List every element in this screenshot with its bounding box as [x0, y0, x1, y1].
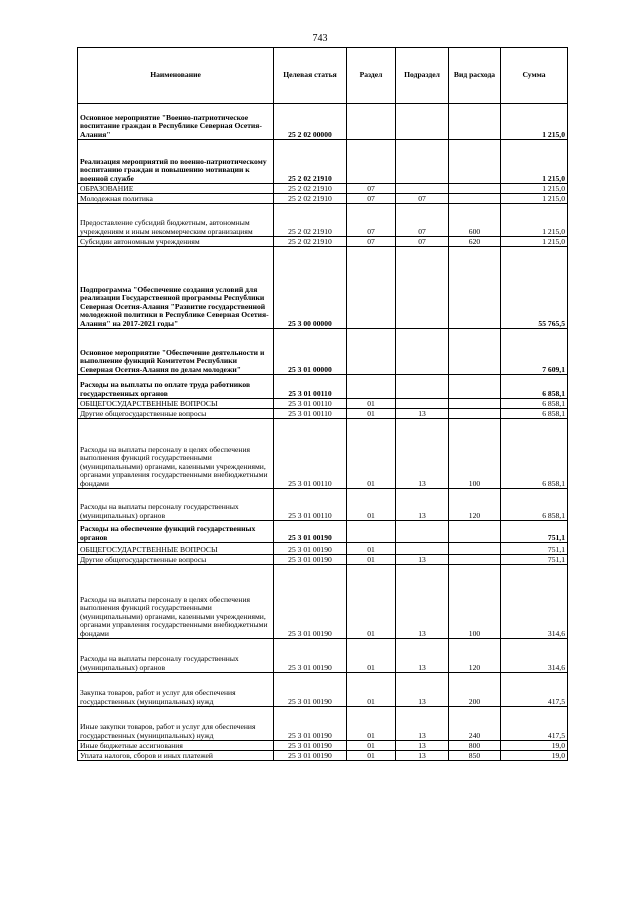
row-subsection: 07 — [396, 204, 449, 237]
row-amount: 1 215,0 — [501, 140, 568, 184]
row-name: Расходы на обеспечение функций государственных органов — [78, 521, 274, 543]
row-section: 01 — [347, 409, 396, 419]
row-amount: 751,1 — [501, 543, 568, 555]
row-subsection: 07 — [396, 237, 449, 247]
table-header — [78, 48, 568, 104]
row-target-code: 25 3 01 00110 — [274, 409, 347, 419]
table-row — [78, 237, 568, 247]
row-amount: 1 215,0 — [501, 104, 568, 140]
row-expense-type: 240 — [449, 707, 501, 741]
table-row — [78, 543, 568, 555]
row-subsection — [396, 140, 449, 184]
row-name: Расходы на выплаты персоналу государственных (муниципальных) органов — [78, 489, 274, 521]
table-row — [78, 375, 568, 399]
row-target-code: 25 3 01 00190 — [274, 673, 347, 707]
table-row — [78, 707, 568, 741]
row-name: Расходы на выплаты по оплате труда работников государственных органов — [78, 375, 274, 399]
row-name: Субсидии автономным учреждениям — [78, 237, 274, 247]
table-row — [78, 639, 568, 673]
row-expense-type — [449, 184, 501, 194]
row-name: Иные закупки товаров, работ и услуг для обеспечения государственных (муниципальных) нужд — [78, 707, 274, 741]
row-target-code: 25 2 02 21910 — [274, 204, 347, 237]
row-name: Другие общегосударственные вопросы — [78, 555, 274, 565]
row-name: Расходы на выплаты персоналу в целях обеспечения выполнения функций государственными (муниципальными) органами, казенными учреждениями, органами управления государственными внебюджетными фондами — [78, 565, 274, 639]
row-section: 07 — [347, 237, 396, 247]
row-name: ОБЩЕГОСУДАРСТВЕННЫЕ ВОПРОСЫ — [78, 543, 274, 555]
row-name: Предоставление субсидий бюджетным, автономным учреждениям и иным некоммерческим организациям — [78, 204, 274, 237]
row-name: Иные бюджетные ассигнования — [78, 741, 274, 751]
row-target-code: 25 2 02 21910 — [274, 184, 347, 194]
row-name: Другие общегосударственные вопросы — [78, 409, 274, 419]
table-row — [78, 409, 568, 419]
row-section: 01 — [347, 419, 396, 489]
row-section: 01 — [347, 751, 396, 761]
row-amount: 19,0 — [501, 741, 568, 751]
table-row — [78, 751, 568, 761]
row-subsection — [396, 104, 449, 140]
table-row — [78, 489, 568, 521]
row-target-code: 25 2 02 21910 — [274, 237, 347, 247]
row-subsection — [396, 521, 449, 543]
row-target-code: 25 3 01 00110 — [274, 419, 347, 489]
row-section: 07 — [347, 184, 396, 194]
row-target-code: 25 3 01 00190 — [274, 521, 347, 543]
row-target-code: 25 3 01 00190 — [274, 707, 347, 741]
row-section: 01 — [347, 707, 396, 741]
table-row — [78, 140, 568, 184]
row-subsection — [396, 184, 449, 194]
row-name: Реализация мероприятий по военно-патриотическому воспитанию граждан и повышению мотивации к военной службе — [78, 140, 274, 184]
row-name: Подпрограмма "Обеспечение создания условий для реализации Государственной программы Республики Северная Осетия-Алания "Развитие государственной молодежной политики в Республике Северная Осетия-Алания" на 2017-2021 годы" — [78, 247, 274, 329]
table-row — [78, 329, 568, 375]
row-section — [347, 140, 396, 184]
row-name: ОБЩЕГОСУДАРСТВЕННЫЕ ВОПРОСЫ — [78, 399, 274, 409]
row-section: 01 — [347, 673, 396, 707]
row-expense-type — [449, 140, 501, 184]
row-section: 01 — [347, 565, 396, 639]
row-expense-type — [449, 375, 501, 399]
row-target-code: 25 3 01 00190 — [274, 543, 347, 555]
row-amount: 314,6 — [501, 639, 568, 673]
row-section — [347, 521, 396, 543]
row-expense-type: 200 — [449, 673, 501, 707]
row-name: Расходы на выплаты персоналу государственных (муниципальных) органов — [78, 639, 274, 673]
row-subsection: 13 — [396, 751, 449, 761]
row-section: 07 — [347, 204, 396, 237]
col-header-section: Раздел — [347, 48, 396, 104]
row-subsection: 07 — [396, 194, 449, 204]
budget-table — [77, 47, 568, 761]
row-expense-type — [449, 329, 501, 375]
row-target-code: 25 2 02 21910 — [274, 194, 347, 204]
row-amount: 314,6 — [501, 565, 568, 639]
row-expense-type: 120 — [449, 489, 501, 521]
row-section — [347, 104, 396, 140]
page-number: 743 — [312, 33, 328, 44]
row-expense-type: 100 — [449, 419, 501, 489]
row-section: 01 — [347, 543, 396, 555]
row-target-code: 25 2 02 21910 — [274, 140, 347, 184]
row-subsection: 13 — [396, 673, 449, 707]
row-amount: 7 609,1 — [501, 329, 568, 375]
row-name: Основное мероприятие "Обеспечение деятельности и выполнение функций Комитетом Республики Северная Осетия-Алания по делам молодежи" — [78, 329, 274, 375]
row-expense-type — [449, 409, 501, 419]
row-subsection: 13 — [396, 489, 449, 521]
row-amount: 6 858,1 — [501, 489, 568, 521]
row-target-code: 25 3 01 00190 — [274, 565, 347, 639]
table-row — [78, 555, 568, 565]
row-subsection: 13 — [396, 409, 449, 419]
row-amount: 55 765,5 — [501, 247, 568, 329]
col-header-expense-type: Вид расхода — [449, 48, 501, 104]
row-target-code: 25 3 01 00190 — [274, 741, 347, 751]
row-name: Основное мероприятие "Военно-патриотическое воспитание граждан в Республике Северная Осетия- Алания" — [78, 104, 274, 140]
row-expense-type: 620 — [449, 237, 501, 247]
table-row — [78, 204, 568, 237]
row-expense-type: 800 — [449, 741, 501, 751]
row-amount: 6 858,1 — [501, 375, 568, 399]
row-subsection: 13 — [396, 555, 449, 565]
row-expense-type — [449, 521, 501, 543]
table-row — [78, 521, 568, 543]
table-row — [78, 399, 568, 409]
table-body — [78, 104, 568, 761]
row-amount: 751,1 — [501, 555, 568, 565]
row-expense-type — [449, 399, 501, 409]
row-name: ОБРАЗОВАНИЕ — [78, 184, 274, 194]
row-amount: 417,5 — [501, 673, 568, 707]
row-expense-type: 600 — [449, 204, 501, 237]
row-section: 01 — [347, 555, 396, 565]
row-target-code: 25 2 02 00000 — [274, 104, 347, 140]
row-amount: 6 858,1 — [501, 419, 568, 489]
row-amount: 6 858,1 — [501, 399, 568, 409]
table-row — [78, 741, 568, 751]
row-name: Расходы на выплаты персоналу в целях обеспечения выполнения функций государственными (муниципальными) органами, казенными учреждениями, органами управления государственными внебюджетными фондами — [78, 419, 274, 489]
row-section — [347, 329, 396, 375]
table-row — [78, 565, 568, 639]
row-subsection: 13 — [396, 707, 449, 741]
table-row — [78, 184, 568, 194]
row-target-code: 25 3 01 00110 — [274, 489, 347, 521]
row-target-code: 25 3 01 00190 — [274, 639, 347, 673]
row-subsection: 13 — [396, 741, 449, 751]
row-amount: 1 215,0 — [501, 237, 568, 247]
row-expense-type — [449, 555, 501, 565]
row-amount: 1 215,0 — [501, 194, 568, 204]
row-amount: 6 858,1 — [501, 409, 568, 419]
row-section: 01 — [347, 741, 396, 751]
row-expense-type: 100 — [449, 565, 501, 639]
row-section: 07 — [347, 194, 396, 204]
row-target-code: 25 3 00 00000 — [274, 247, 347, 329]
table-row — [78, 419, 568, 489]
table-row — [78, 104, 568, 140]
col-header-name: Наименование — [78, 48, 274, 104]
row-expense-type: 850 — [449, 751, 501, 761]
row-subsection: 13 — [396, 419, 449, 489]
table-row — [78, 673, 568, 707]
row-section: 01 — [347, 489, 396, 521]
row-subsection — [396, 543, 449, 555]
row-section — [347, 247, 396, 329]
row-amount: 1 215,0 — [501, 184, 568, 194]
row-subsection — [396, 399, 449, 409]
row-subsection — [396, 375, 449, 399]
row-expense-type — [449, 194, 501, 204]
row-subsection: 13 — [396, 565, 449, 639]
row-target-code: 25 3 01 00190 — [274, 751, 347, 761]
row-expense-type — [449, 247, 501, 329]
row-subsection: 13 — [396, 639, 449, 673]
row-target-code: 25 3 01 00190 — [274, 555, 347, 565]
row-name: Молодежная политика — [78, 194, 274, 204]
row-target-code: 25 3 01 00110 — [274, 399, 347, 409]
row-expense-type — [449, 543, 501, 555]
col-header-subsection: Подраздел — [396, 48, 449, 104]
row-section: 01 — [347, 639, 396, 673]
row-amount: 19,0 — [501, 751, 568, 761]
row-amount: 417,5 — [501, 707, 568, 741]
row-amount: 1 215,0 — [501, 204, 568, 237]
row-name: Уплата налогов, сборов и иных платежей — [78, 751, 274, 761]
row-subsection — [396, 329, 449, 375]
row-section: 01 — [347, 399, 396, 409]
row-target-code: 25 3 01 00000 — [274, 329, 347, 375]
col-header-amount: Сумма — [501, 48, 568, 104]
col-header-code: Целевая статья — [274, 48, 347, 104]
row-expense-type — [449, 104, 501, 140]
row-expense-type: 120 — [449, 639, 501, 673]
row-subsection — [396, 247, 449, 329]
table-row — [78, 247, 568, 329]
row-name: Закупка товаров, работ и услуг для обеспечения государственных (муниципальных) нужд — [78, 673, 274, 707]
row-amount: 751,1 — [501, 521, 568, 543]
table-row — [78, 194, 568, 204]
row-target-code: 25 3 01 00110 — [274, 375, 347, 399]
row-section — [347, 375, 396, 399]
